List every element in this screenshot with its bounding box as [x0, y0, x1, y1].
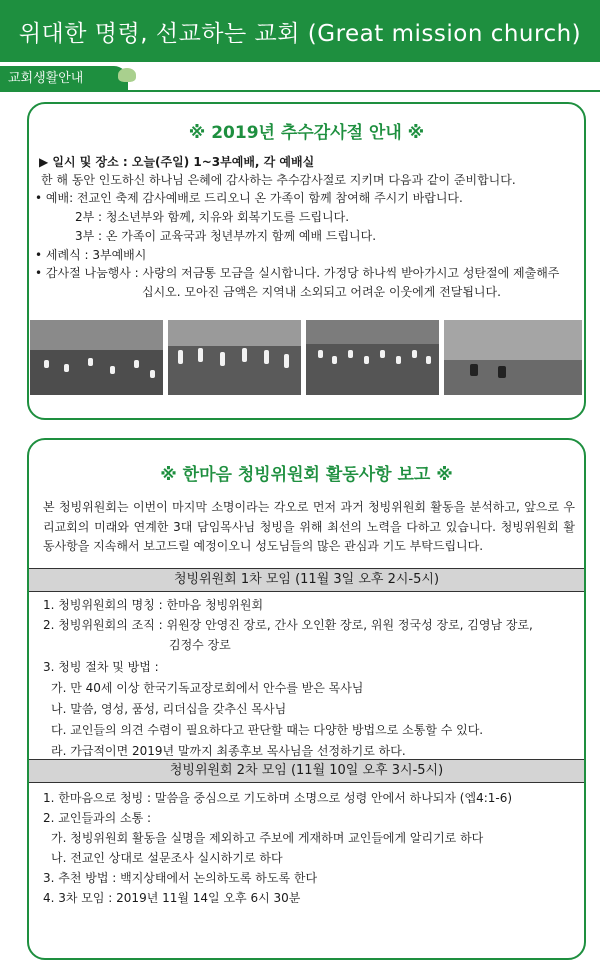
list-item: 2. 청빙위원회의 조직 : 위원장 안영진 장로, 간사 오인환 장로, 위원 정국성 장로, 김영남 장로, [43, 618, 533, 632]
list-item: 나. 전교인 상대로 설문조사 실시하기로 하다 [51, 851, 283, 865]
section-tab [0, 66, 600, 92]
worship-line-2: 2부 : 청소년부와 함께, 치유와 회복기도를 드립니다. [75, 210, 350, 224]
leaf-icon [118, 68, 136, 82]
meeting2-heading: 청빙위원회 2차 모임 (11월 10일 오후 3시-5시) [29, 759, 584, 783]
photo-dancers [168, 320, 301, 395]
list-item: 3. 청빙 절차 및 방법 : [43, 660, 159, 674]
thanksgiving-title: ※ 2019년 추수감사절 안내 ※ [188, 123, 425, 143]
committee-report [27, 438, 586, 960]
list-item: 김정수 장로 [169, 638, 231, 652]
photo-choir [306, 320, 439, 395]
committee-intro: 본 청빙위원회는 이번이 마지막 소명이라는 각오로 먼저 과거 청빙위원회 활동을 분석하고, 앞으로 우리교회의 미래와 연계한 3대 담임목사님 청빙을 위해 최선의 노력을 다하고 있습니다. 청빙위원회 활동사항을 지속해서 보고드릴 예정이오니 성도님들의 많은 관심과 기도 부탁드립니다. [43, 500, 575, 553]
banner-title: 위대한 명령, 선교하는 교회 (Great mission church) [18, 20, 582, 47]
photo-congregation [30, 320, 163, 395]
intro-line: 한 해 동안 인도하신 하나님 은혜에 감사하는 추수감사절로 지키며 다음과 같이 준비합니다. [41, 173, 516, 187]
list-item: 나. 말씀, 영성, 품성, 리더십을 갖추신 목사님 [51, 702, 287, 716]
list-item: 가. 만 40세 이상 한국기독교장로회에서 안수를 받은 목사님 [51, 681, 364, 695]
list-item: 1. 한마음으로 청빙 : 말씀을 중심으로 기도하며 소명으로 성령 안에서 하나되자 (엡4:1-6) [43, 791, 513, 805]
committee-title: ※ 한마음 청빙위원회 활동사항 보고 ※ [160, 465, 453, 485]
list-item: 라. 가급적이면 2019년 말까지 최종후보 목사님을 선정하기로 하다. [51, 744, 406, 758]
worship-line-1: • 예배: 전교인 축제 감사예배로 드리오니 온 가족이 함께 참여해 주시기 바랍니다. [35, 191, 463, 205]
sharing-line-1: • 감사절 나눔행사 : 사랑의 저금통 모금을 실시합니다. 가정당 하나씩 받아가시고 성탄절에 제출해주 [35, 266, 560, 280]
list-item: 다. 교인들의 의견 수렴이 필요하다고 판단할 때는 다양한 방법으로 소통할 수 있다. [51, 723, 484, 737]
baptism-line: • 세례식 : 3부예배시 [35, 248, 147, 262]
list-item: 2. 교인들과의 소통 : [43, 811, 152, 825]
sharing-line-2: 십시오. 모아진 금액은 지역내 소외되고 어려운 이웃에게 전달됩니다. [142, 285, 501, 299]
list-item: 1. 청빙위원회의 명칭 : 한마음 청빙위원회 [43, 598, 264, 612]
list-item: 가. 청빙위원회 활동을 실명을 제외하고 주보에 게재하며 교인들에게 알리기로 하다 [51, 831, 484, 845]
worship-line-3: 3부 : 온 가족이 교육국과 청년부까지 함께 예배 드립니다. [75, 229, 377, 243]
thanksgiving-notice [27, 102, 586, 420]
section-tab-label: 교회생활안내 [0, 66, 128, 92]
list-item: 3. 추천 방법 : 백지상태에서 논의하도록 하도록 한다 [43, 871, 318, 885]
datetime-line: ▶ 일시 및 장소 : 오늘(주일) 1~3부예배, 각 예배실 [39, 155, 315, 169]
photo-prayer [444, 320, 582, 395]
thanksgiving-photos [29, 320, 584, 395]
list-item: 4. 3차 모임 : 2019년 11월 14일 오후 6시 30분 [43, 891, 301, 905]
meeting1-heading: 청빙위원회 1차 모임 (11월 3일 오후 2시-5시) [29, 568, 584, 592]
page-banner [0, 0, 600, 62]
